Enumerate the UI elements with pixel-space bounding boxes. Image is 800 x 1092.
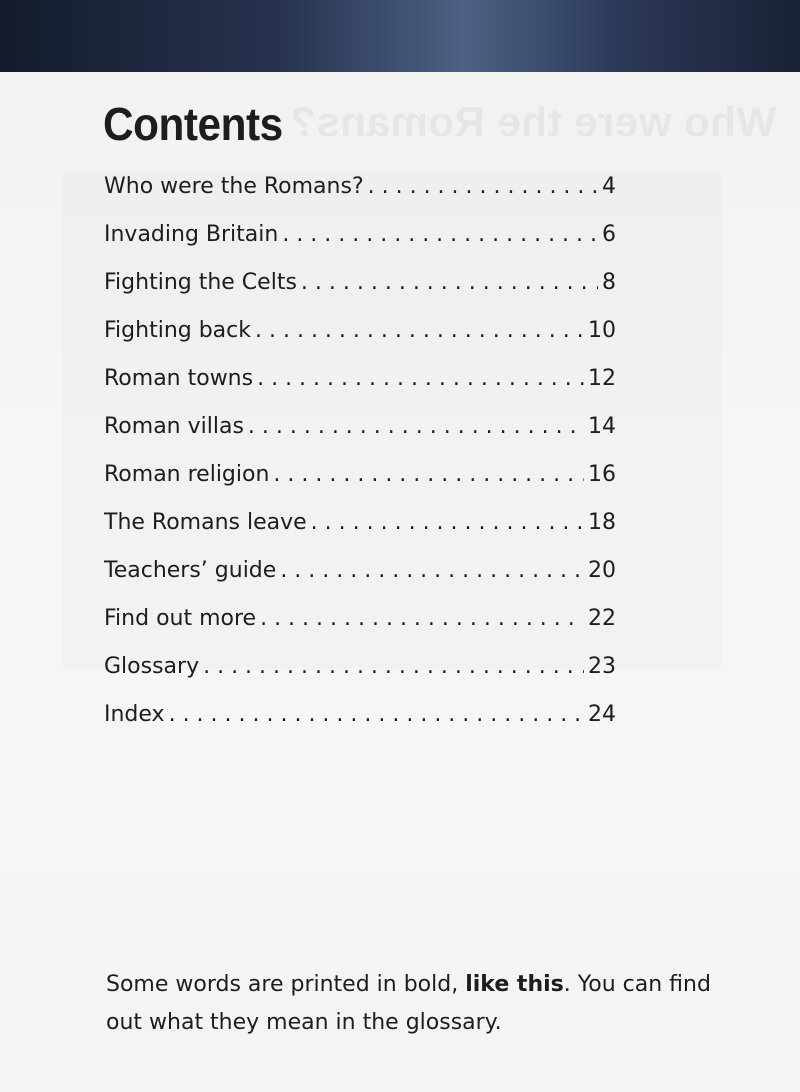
toc-entry-who-were-the-romans[interactable] — [104, 163, 616, 211]
toc-entry-roman-villas[interactable] — [104, 403, 616, 451]
dot-leader — [278, 211, 598, 259]
toc-entry-find-out-more[interactable] — [104, 595, 616, 643]
toc-entry-page: 23 — [588, 654, 616, 679]
toc-entry-fighting-the-celts[interactable] — [104, 259, 616, 307]
toc-entry-teachers-guide[interactable] — [104, 547, 616, 595]
toc-entry-page: 22 — [588, 606, 616, 631]
toc-entry-title: Fighting back — [104, 318, 251, 343]
toc-entry-page: 18 — [588, 510, 616, 535]
toc-entry-page: 12 — [588, 366, 616, 391]
toc-entry-page: 20 — [588, 558, 616, 583]
toc-entry-title: Glossary — [104, 654, 200, 679]
dot-leader — [253, 355, 584, 403]
toc-entry-title: The Romans leave — [104, 510, 307, 535]
toc-entry-title: Teachers’ guide — [104, 558, 277, 583]
toc-entry-title: Index — [104, 702, 165, 727]
dot-leader — [244, 403, 584, 451]
glossary-note-text-end: . You can find out what they mean in the glossary. — [106, 972, 711, 1035]
toc-entry-invading-britain[interactable] — [104, 211, 616, 259]
dot-leader — [256, 595, 584, 643]
toc-entry-title: Find out more — [104, 606, 257, 631]
toc-entry-title: Who were the Romans? — [104, 174, 364, 199]
toc-entry-glossary[interactable] — [104, 643, 616, 691]
toc-entry-fighting-back[interactable] — [104, 307, 616, 355]
toc-entry-roman-towns[interactable] — [104, 355, 616, 403]
top-photo-band — [0, 0, 800, 72]
toc-entry-page: 8 — [602, 270, 616, 295]
table-of-contents — [104, 163, 616, 739]
dot-leader — [364, 163, 598, 211]
dot-leader — [199, 643, 584, 691]
glossary-note — [106, 966, 746, 1042]
toc-entry-index[interactable] — [104, 691, 616, 739]
toc-entry-title: Invading Britain — [104, 222, 279, 247]
toc-entry-page: 6 — [602, 222, 616, 247]
toc-entry-page: 10 — [588, 318, 616, 343]
toc-entry-page: 14 — [588, 414, 616, 439]
toc-entry-page: 4 — [602, 174, 616, 199]
toc-entry-roman-religion[interactable] — [104, 451, 616, 499]
toc-entry-page: 16 — [588, 462, 616, 487]
show-through-title: Who were the Romans? — [290, 98, 777, 145]
toc-entry-title: Roman villas — [104, 414, 244, 439]
dot-leader — [251, 307, 584, 355]
toc-entry-page: 24 — [588, 702, 616, 727]
dot-leader — [307, 499, 584, 547]
bold-example: like this — [465, 972, 564, 997]
toc-entry-the-romans-leave[interactable] — [104, 499, 616, 547]
dot-leader — [297, 259, 598, 307]
dot-leader — [165, 691, 584, 739]
toc-entry-title: Fighting the Celts — [104, 270, 297, 295]
page-title: Contents — [103, 98, 283, 150]
toc-entry-title: Roman religion — [104, 462, 270, 487]
toc-entry-title: Roman towns — [104, 366, 254, 391]
dot-leader — [276, 547, 584, 595]
glossary-note-text: Some words are printed in bold, — [106, 972, 466, 997]
dot-leader — [269, 451, 584, 499]
